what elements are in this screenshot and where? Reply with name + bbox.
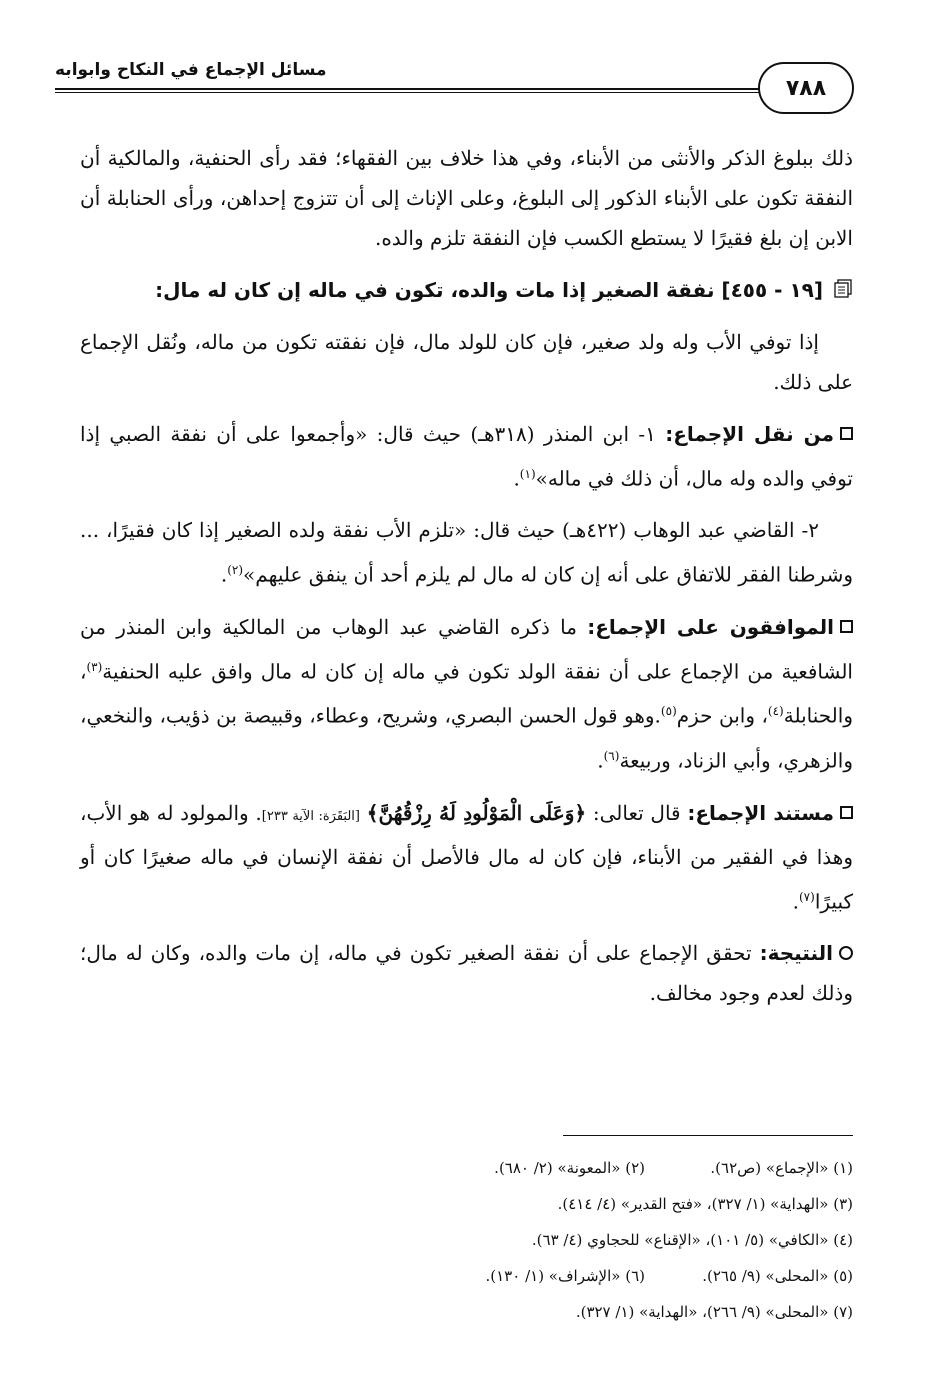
footnote-line xyxy=(80,1258,853,1294)
agreeing-text-2: ، والحنابلة xyxy=(80,659,853,729)
section-heading-text: [١٩ - ٤٥٥] نفقة الصغير إذا مات والده، تكون في ماله إن كان له مال: xyxy=(155,278,823,302)
footnote-3: (٣) «الهداية» (١/ ٣٢٧)، «فتح القدير» (٤/ ٤١٤). xyxy=(557,1195,853,1213)
transmitter-2-paragraph: ٢- القاضي عبد الوهاب (٤٢٢هـ) حيث قال: «تلزم الأب نفقة ولده الصغير إذا كان فقيرًا، ... وشرطنا الفقر للاتفاق على أنه إن كان له مال لم يلزم أحد أن ينفق عليهم»$^{(٢)}$. xyxy=(80,518,853,587)
footnote-ref-3: (٣) xyxy=(86,659,103,674)
footnote-5: (٥) «المحلى» (٩/ ٢٦٥). xyxy=(702,1267,853,1285)
document-icon xyxy=(833,272,853,312)
square-bullet-icon xyxy=(840,806,853,819)
circle-bullet-icon xyxy=(839,946,853,960)
transmitters-paragraph: من نقل الإجماع: ١- ابن المنذر (٣١٨هـ) حيث قال: «وأجمعوا على أن نفقة الصبي إذا توفي والده وله مال، أن ذلك في ماله»$^{(١)}$. xyxy=(80,421,853,491)
transmitters-label: من نقل الإجماع: xyxy=(665,421,834,446)
basis-text-1: قال تعالى: xyxy=(592,800,681,825)
footnote-ref-2: (٢) xyxy=(227,563,244,578)
result-paragraph xyxy=(80,933,853,1013)
agreeing-end: . xyxy=(597,748,604,773)
footnotes xyxy=(80,1150,853,1330)
agreeing-text-4: .وهو قول الحسن البصري، وشريح، وعطاء، وقبيصة بن ذؤيب، والنخعي، والزهري، وأبي الزناد، وربيعة xyxy=(80,704,853,773)
header-rule xyxy=(55,88,775,93)
basis-end: . xyxy=(792,889,799,914)
verse-reference: [البَقَرَة: الآية ٢٣٣] xyxy=(261,808,360,824)
basis-label: مستند الإجماع: xyxy=(687,800,835,825)
section-body: إذا توفي الأب وله ولد صغير، فإن كان للولد مال، فإن نفقته تكون من ماله، ونُقل الإجماع على ذلك. xyxy=(80,329,853,394)
footnote-separator xyxy=(563,1135,853,1136)
agreeing-label: الموافقون على الإجماع: xyxy=(587,614,835,639)
quran-verse: ﴿وَعَلَى الْمَوْلُودِ لَهُ رِزْقُهُنَّ﴾ xyxy=(366,800,587,825)
intro-paragraph: ذلك ببلوغ الذكر والأنثى من الأبناء، وفي هذا خلاف بين الفقهاء؛ فقد رأى الحنفية، والمالكية أن النفقة تكون على الأبناء الذكور إلى البلوغ، وعلى الإناث إلى أن تتزوج إحداهن، ورأى الحنابلة أن الابن إن بلغ فقيرًا لا يستطع الكسب فإن النفقة تلزم والده. xyxy=(80,146,853,250)
result-text: تحقق الإجماع على أن نفقة الصغير تكون في ماله، إن مات والده، وكان له مال؛ وذلك لعدم وجود مخالف. xyxy=(80,941,853,1006)
footnote-1: (١) «الإجماع» (ص٦٢). xyxy=(710,1159,853,1177)
result-label: النتيجة: xyxy=(759,941,833,966)
footnote-6: (٦) «الإشراف» (١/ ١٣٠). xyxy=(485,1267,645,1285)
transmitter-2-text: ٢- القاضي عبد الوهاب (٤٢٢هـ) حيث قال: «تلزم الأب نفقة ولده الصغير إذا كان فقيرًا، ... وشرطنا الفقر للاتفاق على أنه إن كان له مال لم يلزم أحد أن ينفق عليهم» xyxy=(80,518,853,587)
footnote-line xyxy=(80,1150,853,1186)
footnote-ref-7: (٧) xyxy=(798,889,815,904)
footnote-ref-6: (٦) xyxy=(603,749,620,764)
footnote-7: (٧) «المحلى» (٩/ ٢٦٦)، «الهداية» (١/ ٣٢٧). xyxy=(575,1303,853,1321)
page-number-badge: ٧٨٨ xyxy=(758,62,854,114)
footnote-ref-5: (٥) xyxy=(660,704,677,719)
basis-paragraph xyxy=(80,793,853,922)
main-text xyxy=(80,138,853,1025)
section-heading xyxy=(80,270,853,312)
square-bullet-icon xyxy=(840,427,853,440)
square-bullet-icon xyxy=(840,620,853,633)
footnote-ref-4: (٤) xyxy=(767,704,784,719)
agreeing-text-1: ما ذكره القاضي عبد الوهاب من المالكية وابن المنذر من الشافعية من الإجماع على أن نفقة الولد تكون في ماله إن كان له مال وافق عليه الحنفية xyxy=(80,614,853,684)
transmitter-1-text: ١- ابن المنذر (٣١٨هـ) حيث قال: «وأجمعوا على أن نفقة الصبي إذا توفي والده وله مال، أن ذلك في ماله» xyxy=(80,421,853,491)
footnote-4: (٤) «الكافي» (٥/ ١٠١)، «الإقناع» للحجاوي (٤/ ٦٣). xyxy=(531,1231,853,1249)
running-header-title: مسائل الإجماع في النكاح وابوابه xyxy=(55,60,327,80)
footnote-ref-1: (١) xyxy=(519,466,536,481)
basis-text-2: . والمولود له هو الأب، وهذا في الفقير من الأبناء، فإن كان له مال فالأصل أن نفقة الإنسان في ماله صغيرًا كان أو كبيرًا xyxy=(80,800,853,914)
agreeing-text-3: ، وابن حزم xyxy=(676,704,768,729)
footnote-2: (٢) «المعونة» (٢/ ٦٨٠). xyxy=(494,1159,645,1177)
agreeing-paragraph xyxy=(80,607,853,781)
